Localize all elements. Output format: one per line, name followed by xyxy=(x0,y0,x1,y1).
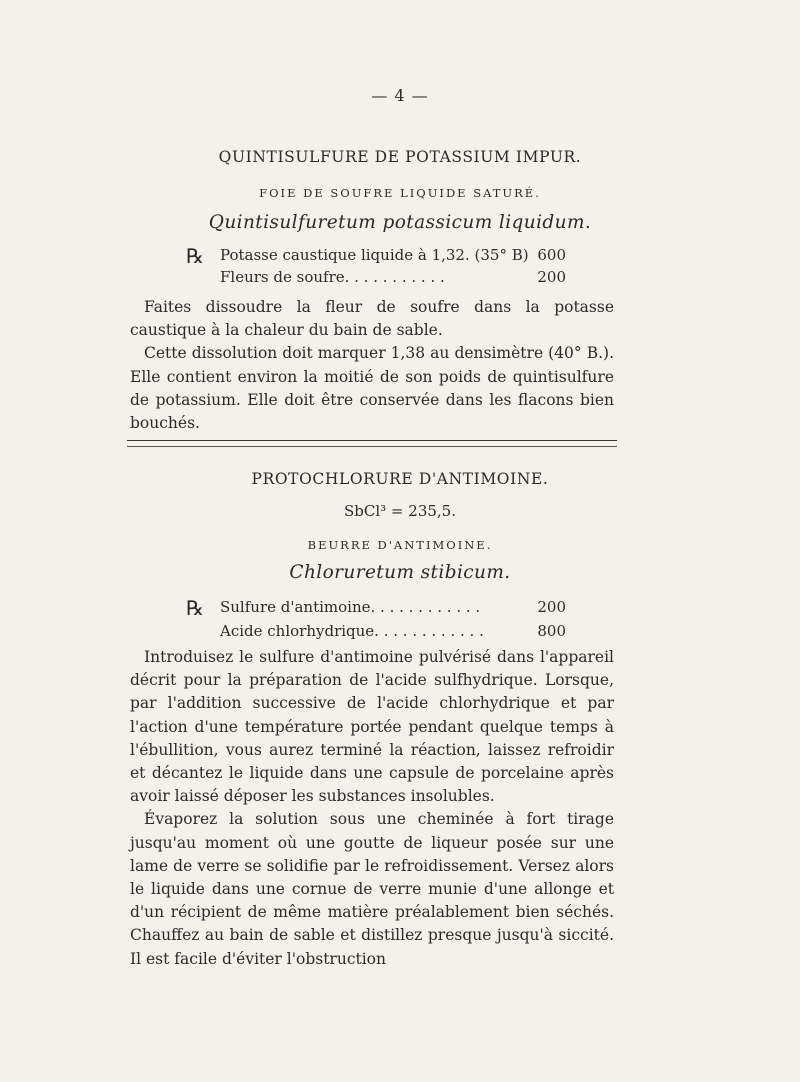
recipe-rx-icon: ℞ xyxy=(186,244,204,268)
section2-latin-name: Chloruretum stibicum. xyxy=(289,562,511,583)
paragraph: Introduisez le sulfure d'antimoine pulvérisé dans l'appareil décrit pour la préparation de l'acide sulfhydrique. Lorsque, par l'addition successive de l'acide chlorhydrique et par l'action d'une température portée pendant quelque temps à l'ébullition, vous aurez terminé la réaction, laissez refroidir et décantez le liquide dans une capsule de porcelaine après avoir laissé déposer les substances insolubles. xyxy=(130,648,614,806)
section1-text xyxy=(130,296,614,435)
paragraph: Faites dissoudre la fleur de soufre dans la potasse caustique à la chaleur du bain de sable. xyxy=(130,298,614,340)
ingredient-quantity: 200 xyxy=(537,598,566,616)
ingredient-quantity: 200 xyxy=(537,268,566,286)
section2-title: PROTOCHLORURE D'ANTIMOINE. xyxy=(251,470,549,488)
section1-title: QUINTISULFURE DE POTASSIUM IMPUR. xyxy=(218,148,582,166)
ingredient-quantity: 800 xyxy=(537,622,566,640)
ingredient-name: Sulfure d'antimoine. . . . . . . . . . . . xyxy=(220,598,481,616)
ingredient-name: Potasse caustique liquide à 1,32. (35° B) xyxy=(220,246,529,264)
recipe-rx-icon: ℞ xyxy=(186,596,204,620)
section2-subtitle: BEURRE D'ANTIMOINE. xyxy=(307,538,493,552)
section2-text xyxy=(130,646,614,971)
chemical-formula: SbCl³ = 235,5. xyxy=(344,502,456,520)
paragraph: Évaporez la solution sous une cheminée à fort tirage jusqu'au moment où une goutte de liqueur posée sur une lame de verre se solidifie par le refroidissement. Versez alors le liquide dans une cornue de verre munie d'une allonge et d'un récipient de même matière préalablement bien séchés. Chauffez au bain de sable et distillez presque jusqu'à siccité. Il est facile d'éviter l'obstruction xyxy=(130,810,614,968)
section2-ingredient-row xyxy=(186,598,566,622)
paragraph: Cette dissolution doit marquer 1,38 au densimètre (40° B.). Elle contient environ la moitié de son poids de quintisulfure de potassium. Elle doit être conservée dans les flacons bien bouchés. xyxy=(130,344,614,433)
section1-ingredient-row xyxy=(186,246,566,270)
section1-ingredient-row xyxy=(186,268,566,292)
ingredient-name: Acide chlorhydrique. . . . . . . . . . . . xyxy=(220,622,484,640)
section2-ingredient-row xyxy=(186,622,566,646)
ingredient-name: Fleurs de soufre. . . . . . . . . . . xyxy=(220,268,445,286)
section-divider-thin xyxy=(127,446,617,447)
page-number: — 4 — xyxy=(371,86,429,105)
ingredient-quantity: 600 xyxy=(537,246,566,264)
section1-latin-name: Quintisulfuretum potassicum liquidum. xyxy=(208,212,592,233)
section1-subtitle: FOIE DE SOUFRE LIQUIDE SATURÉ. xyxy=(259,186,541,200)
section-divider xyxy=(127,440,617,441)
